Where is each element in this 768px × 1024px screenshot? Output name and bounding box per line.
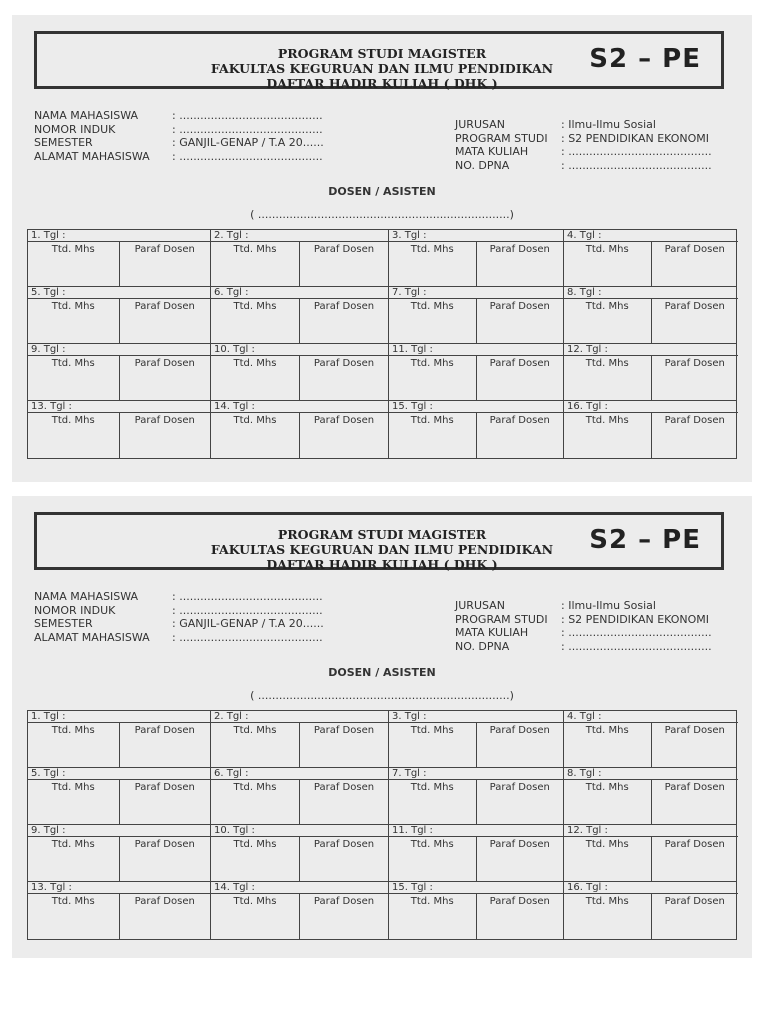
- text-field: 10. Tgl :: [211, 825, 388, 837]
- text-field: NO. DPNA: [455, 158, 510, 172]
- info-row-address: [34, 150, 324, 164]
- text-field: : .........................................: [172, 630, 323, 644]
- text-field: Paraf Dosen: [476, 299, 564, 344]
- session-cell: [563, 344, 738, 401]
- session-cell: [563, 825, 738, 882]
- session-row: [28, 230, 736, 287]
- text-field: 6. Tgl :: [211, 287, 388, 299]
- text-field: ALAMAT MAHASISWA: [34, 149, 150, 163]
- session-cell: [28, 768, 210, 825]
- text-field: Ttd. Mhs: [410, 782, 454, 793]
- text-field: : S2 PENDIDIKAN EKONOMI: [561, 131, 710, 145]
- session-cell: [28, 711, 210, 768]
- text-field: Ttd. Mhs: [233, 782, 277, 793]
- text-field: : S2 PENDIDIKAN EKONOMI: [561, 612, 710, 626]
- session-cell: [388, 344, 563, 401]
- text-field: : GANJIL-GENAP / T.A 20......: [172, 136, 324, 149]
- text-field: Paraf Dosen: [651, 299, 739, 344]
- text-field: Paraf Dosen: [651, 242, 739, 287]
- text-field: 13. Tgl :: [28, 882, 210, 894]
- dosen-title: DOSEN / ASISTEN: [328, 185, 436, 198]
- info-row-dpna: [455, 159, 712, 173]
- info-row-dpna: [455, 640, 712, 654]
- text-field: Ttd. Mhs: [233, 839, 277, 850]
- text-field: Ttd. Mhs: [585, 725, 629, 736]
- session-row: [28, 711, 736, 768]
- text-field: : .........................................: [561, 158, 712, 172]
- program-code: S2 – PE: [589, 44, 701, 74]
- info-row-semester: [34, 617, 324, 631]
- text-field: Paraf Dosen: [119, 299, 211, 344]
- text-field: Ttd. Mhs: [410, 358, 454, 369]
- text-field: Ttd. Mhs: [410, 839, 454, 850]
- text-field: Paraf Dosen: [476, 723, 564, 768]
- form-header: [34, 512, 724, 570]
- session-row: [28, 344, 736, 401]
- text-field: Ttd. Mhs: [233, 896, 277, 907]
- text-field: : .........................................: [561, 145, 712, 158]
- session-cell: [563, 711, 738, 768]
- text-field: Paraf Dosen: [119, 723, 211, 768]
- session-cell: [388, 711, 563, 768]
- text-field: Ttd. Mhs: [51, 301, 95, 312]
- info-row-address: [34, 631, 324, 645]
- session-cell: [210, 825, 388, 882]
- session-row: [28, 287, 736, 344]
- text-field: Ttd. Mhs: [585, 782, 629, 793]
- text-field: Ttd. Mhs: [51, 244, 95, 255]
- text-field: NAMA MAHASISWA: [34, 590, 139, 603]
- text-field: Paraf Dosen: [651, 780, 739, 825]
- text-field: 4. Tgl :: [564, 711, 738, 723]
- text-field: SEMESTER: [34, 617, 93, 630]
- session-cell: [28, 825, 210, 882]
- session-cell: [210, 287, 388, 344]
- text-field: Paraf Dosen: [476, 242, 564, 287]
- attendance-card-2: [12, 496, 752, 958]
- text-field: Paraf Dosen: [119, 780, 211, 825]
- text-field: 1. Tgl :: [28, 711, 210, 723]
- text-field: Ttd. Mhs: [585, 301, 629, 312]
- text-field: 3. Tgl :: [389, 230, 563, 242]
- text-field: 1. Tgl :: [28, 230, 210, 242]
- session-cell: [563, 287, 738, 344]
- text-field: SEMESTER: [34, 136, 93, 149]
- info-row-name: [34, 109, 324, 123]
- text-field: 14. Tgl :: [211, 401, 388, 413]
- text-field: : .........................................: [172, 122, 323, 136]
- session-cell: [210, 401, 388, 458]
- text-field: Ttd. Mhs: [233, 415, 277, 426]
- info-row-program: [455, 132, 712, 146]
- text-field: Ttd. Mhs: [233, 244, 277, 255]
- session-cell: [210, 768, 388, 825]
- attendance-card-1: [12, 15, 752, 482]
- text-field: 13. Tgl :: [28, 401, 210, 413]
- session-cell: [388, 287, 563, 344]
- student-info: [34, 590, 324, 644]
- header-line-2: FAKULTAS KEGURUAN DAN ILMU PENDIDIKAN: [210, 542, 554, 557]
- text-field: Ttd. Mhs: [410, 244, 454, 255]
- session-cell: [210, 230, 388, 287]
- info-row-course: [455, 145, 712, 159]
- session-cell: [388, 230, 563, 287]
- header-line-2: FAKULTAS KEGURUAN DAN ILMU PENDIDIKAN: [210, 61, 554, 76]
- text-field: Ttd. Mhs: [233, 725, 277, 736]
- session-cell: [210, 711, 388, 768]
- text-field: Paraf Dosen: [651, 837, 739, 882]
- text-field: : Ilmu-Ilmu Sosial: [561, 599, 656, 612]
- dosen-signature-line: ( ........................................................................): [250, 689, 514, 702]
- text-field: Ttd. Mhs: [585, 896, 629, 907]
- header-line-3: DAFTAR HADIR KULIAH ( DHK ): [266, 76, 498, 91]
- session-cell: [28, 230, 210, 287]
- text-field: 9. Tgl :: [28, 344, 210, 356]
- text-field: Ttd. Mhs: [51, 358, 95, 369]
- text-field: 15. Tgl :: [389, 401, 563, 413]
- text-field: 5. Tgl :: [28, 287, 210, 299]
- text-field: 11. Tgl :: [389, 344, 563, 356]
- text-field: JURUSAN: [455, 599, 505, 612]
- session-cell: [28, 344, 210, 401]
- text-field: Ttd. Mhs: [410, 896, 454, 907]
- text-field: Ttd. Mhs: [51, 896, 95, 907]
- text-field: MATA KULIAH: [455, 626, 529, 639]
- text-field: Ttd. Mhs: [51, 782, 95, 793]
- text-field: Paraf Dosen: [299, 413, 388, 458]
- header-line-1: PROGRAM STUDI MAGISTER: [277, 527, 487, 542]
- text-field: Ttd. Mhs: [51, 839, 95, 850]
- text-field: 5. Tgl :: [28, 768, 210, 780]
- text-field: 8. Tgl :: [564, 287, 738, 299]
- text-field: 10. Tgl :: [211, 344, 388, 356]
- text-field: Ttd. Mhs: [51, 415, 95, 426]
- text-field: Paraf Dosen: [476, 894, 564, 939]
- text-field: Paraf Dosen: [299, 780, 388, 825]
- text-field: NO. DPNA: [455, 639, 510, 653]
- text-field: Ttd. Mhs: [410, 725, 454, 736]
- info-row-course: [455, 626, 712, 640]
- text-field: 16. Tgl :: [564, 882, 738, 894]
- student-info: [34, 109, 324, 163]
- session-row: [28, 825, 736, 882]
- text-field: Ttd. Mhs: [410, 415, 454, 426]
- text-field: Paraf Dosen: [119, 894, 211, 939]
- text-field: : .........................................: [172, 603, 323, 617]
- session-cell: [388, 882, 563, 939]
- text-field: MATA KULIAH: [455, 145, 529, 158]
- text-field: Paraf Dosen: [476, 413, 564, 458]
- info-row-nim: [34, 123, 324, 137]
- text-field: Ttd. Mhs: [233, 358, 277, 369]
- text-field: Paraf Dosen: [476, 837, 564, 882]
- text-field: Paraf Dosen: [299, 299, 388, 344]
- text-field: : Ilmu-Ilmu Sosial: [561, 118, 656, 131]
- program-code: S2 – PE: [589, 525, 701, 555]
- info-row-jurusan: [455, 118, 712, 132]
- session-cell: [210, 882, 388, 939]
- text-field: ALAMAT MAHASISWA: [34, 630, 150, 644]
- text-field: PROGRAM STUDI: [455, 131, 548, 145]
- text-field: : .........................................: [172, 149, 323, 163]
- text-field: 14. Tgl :: [211, 882, 388, 894]
- text-field: Ttd. Mhs: [51, 725, 95, 736]
- text-field: 7. Tgl :: [389, 768, 563, 780]
- session-cell: [28, 287, 210, 344]
- text-field: 7. Tgl :: [389, 287, 563, 299]
- session-cell: [388, 401, 563, 458]
- text-field: 16. Tgl :: [564, 401, 738, 413]
- text-field: Paraf Dosen: [119, 413, 211, 458]
- text-field: 12. Tgl :: [564, 825, 738, 837]
- text-field: Paraf Dosen: [299, 723, 388, 768]
- text-field: Paraf Dosen: [651, 723, 739, 768]
- text-field: Paraf Dosen: [299, 242, 388, 287]
- text-field: 12. Tgl :: [564, 344, 738, 356]
- text-field: Paraf Dosen: [119, 837, 211, 882]
- info-row-nim: [34, 604, 324, 618]
- session-row: [28, 401, 736, 458]
- attendance-grid: [27, 229, 737, 459]
- session-row: [28, 768, 736, 825]
- text-field: Paraf Dosen: [476, 780, 564, 825]
- text-field: 2. Tgl :: [211, 230, 388, 242]
- course-info: [455, 118, 712, 172]
- session-cell: [210, 344, 388, 401]
- text-field: Ttd. Mhs: [585, 839, 629, 850]
- text-field: JURUSAN: [455, 118, 505, 131]
- info-row-name: [34, 590, 324, 604]
- text-field: PROGRAM STUDI: [455, 612, 548, 626]
- text-field: NAMA MAHASISWA: [34, 109, 139, 122]
- text-field: Paraf Dosen: [119, 242, 211, 287]
- text-field: Ttd. Mhs: [410, 301, 454, 312]
- header-title: [202, 46, 562, 91]
- text-field: Paraf Dosen: [119, 356, 211, 401]
- text-field: Paraf Dosen: [299, 894, 388, 939]
- text-field: Ttd. Mhs: [585, 244, 629, 255]
- text-field: 2. Tgl :: [211, 711, 388, 723]
- text-field: : .........................................: [172, 590, 323, 603]
- text-field: Paraf Dosen: [651, 356, 739, 401]
- text-field: Paraf Dosen: [299, 837, 388, 882]
- text-field: 4. Tgl :: [564, 230, 738, 242]
- attendance-grid: [27, 710, 737, 940]
- text-field: Ttd. Mhs: [585, 415, 629, 426]
- text-field: : .........................................: [561, 639, 712, 653]
- text-field: 11. Tgl :: [389, 825, 563, 837]
- info-row-jurusan: [455, 599, 712, 613]
- header-line-3: DAFTAR HADIR KULIAH ( DHK ): [266, 557, 498, 572]
- text-field: : GANJIL-GENAP / T.A 20......: [172, 617, 324, 630]
- session-cell: [388, 768, 563, 825]
- session-cell: [563, 882, 738, 939]
- text-field: Paraf Dosen: [299, 356, 388, 401]
- text-field: Paraf Dosen: [476, 356, 564, 401]
- text-field: 9. Tgl :: [28, 825, 210, 837]
- text-field: 3. Tgl :: [389, 711, 563, 723]
- session-cell: [28, 882, 210, 939]
- course-info: [455, 599, 712, 653]
- text-field: NOMOR INDUK: [34, 122, 116, 136]
- session-cell: [563, 230, 738, 287]
- info-row-program: [455, 613, 712, 627]
- session-row: [28, 882, 736, 939]
- text-field: NOMOR INDUK: [34, 603, 116, 617]
- session-cell: [28, 401, 210, 458]
- text-field: Ttd. Mhs: [585, 358, 629, 369]
- session-cell: [563, 768, 738, 825]
- text-field: Paraf Dosen: [651, 894, 739, 939]
- text-field: : .........................................: [172, 109, 323, 122]
- text-field: Ttd. Mhs: [233, 301, 277, 312]
- session-cell: [388, 825, 563, 882]
- text-field: Paraf Dosen: [651, 413, 739, 458]
- dosen-signature-line: ( ........................................................................): [250, 208, 514, 221]
- info-row-semester: [34, 136, 324, 150]
- session-cell: [563, 401, 738, 458]
- form-header: [34, 31, 724, 89]
- text-field: 15. Tgl :: [389, 882, 563, 894]
- header-line-1: PROGRAM STUDI MAGISTER: [277, 46, 487, 61]
- text-field: : .........................................: [561, 626, 712, 639]
- header-title: [202, 527, 562, 572]
- text-field: 8. Tgl :: [564, 768, 738, 780]
- dosen-title: DOSEN / ASISTEN: [328, 666, 436, 679]
- text-field: 6. Tgl :: [211, 768, 388, 780]
